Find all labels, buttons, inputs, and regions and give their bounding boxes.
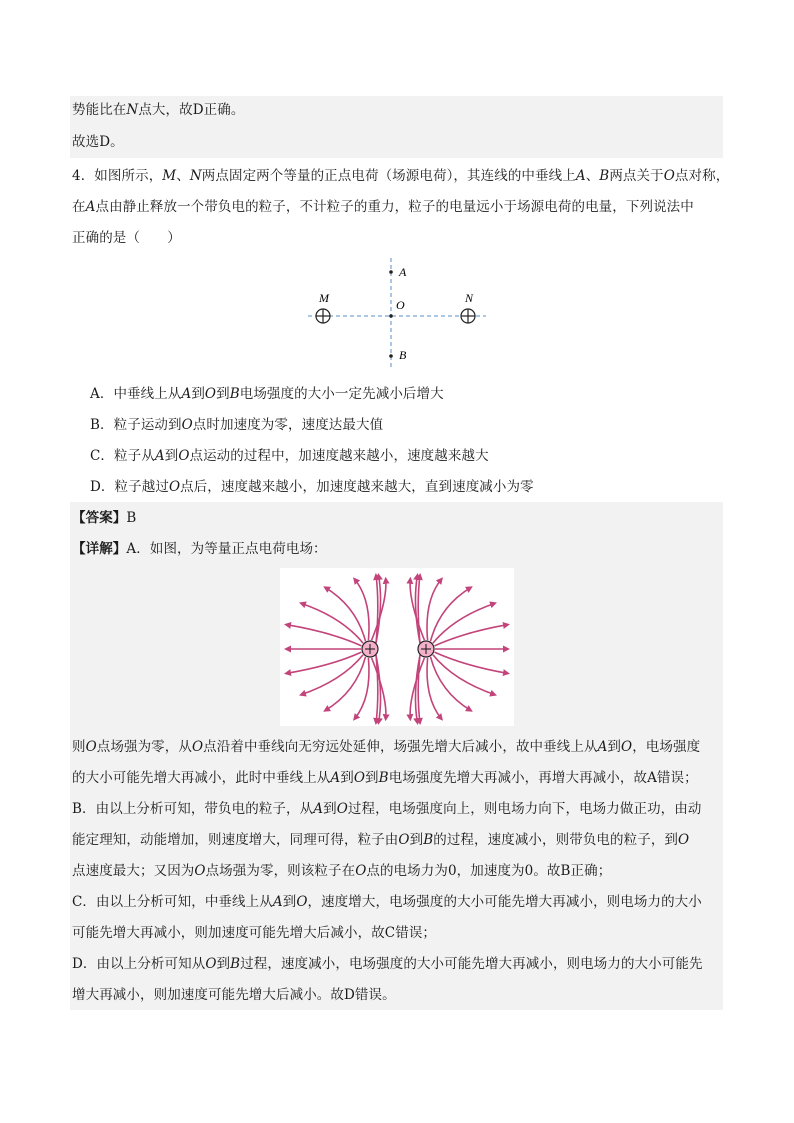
point-o <box>389 314 393 318</box>
answer-label: 【答案】 <box>72 510 127 526</box>
detail-label: 【详解】 <box>72 541 127 557</box>
option-d: D．粒子越过O点后，速度越来越小，加速度越来越大，直到速度减小为零 <box>90 479 534 495</box>
detail-intro-line: 【详解】A．如图，为等量正点电荷电场： <box>72 541 327 557</box>
point-b <box>389 354 393 358</box>
option-a: A．中垂线上从A到O到B电场强度的大小一定先减小后增大 <box>90 386 444 402</box>
detail-line-3: B．由以上分析可知，带负电的粒子，从A到O过程，电场强度向上，则电场力向下，电场力做正功，由动 <box>72 801 702 817</box>
label-o: O <box>396 298 405 312</box>
charge-diagram <box>300 258 500 373</box>
answer-line <box>72 508 136 528</box>
question-line-3: 正确的是（ ） <box>72 230 181 246</box>
prev-line-2: 故选D。 <box>72 134 124 150</box>
field-lines-figure <box>280 568 514 726</box>
label-m: M <box>319 291 329 305</box>
detail-line-6: C．由以上分析可知，中垂线上从A到O，速度增大，电场强度的大小可能先增大再减小，则电场力的大小 <box>72 894 702 910</box>
label-a: A <box>399 265 407 279</box>
point-a <box>389 270 393 274</box>
answer-value: B <box>126 510 137 526</box>
detail-line-5: 点速度最大；又因为O点场强为零，则该粒子在O点的电场力为0，加速度为0。故B正确； <box>72 863 612 879</box>
field-charge-left <box>362 641 378 657</box>
question-line-2: 在A点由静止释放一个带负电的粒子，不计粒子的重力，粒子的电量远小于场源电荷的电量，下列说法中 <box>72 199 694 215</box>
detail-line-9: 增大再减小，则加速度可能先增大后减小。故D错误。 <box>72 987 396 1003</box>
detail-line-4: 能定理知，动能增加，则速度增大，同理可得，粒子由O到B的过程，速度减小，则带负电的粒子，到O <box>72 832 690 848</box>
label-b: B <box>399 348 407 362</box>
detail-line-1: 则O点场强为零，从O点沿着中垂线向无穷远处延伸，场强先增大后减小，故中垂线上从A到O，电场强度 <box>72 739 701 755</box>
prev-line-1: 势能比在N点大，故D正确。 <box>72 102 245 118</box>
option-b: B．粒子运动到O点时加速度为零，速度达最大值 <box>90 417 384 433</box>
detail-line-2: 的大小可能先增大再减小，此时中垂线上从A到O到B电场强度先增大再减小，再增大再减小，故A错误； <box>72 770 698 786</box>
charge-m <box>316 309 330 323</box>
charge-n <box>461 309 475 323</box>
question-line-1: 4．如图所示，M、N两点固定两个等量的正点电荷（场源电荷），其连线的中垂线上A、B两点关于O点对称， <box>72 168 730 184</box>
field-charge-right <box>418 641 434 657</box>
detail-line-7: 可能先增大再减小，则加速度可能先增大后减小，故C错误； <box>72 925 437 941</box>
option-c: C．粒子从A到O点运动的过程中，加速度越来越小，速度越来越大 <box>90 448 489 464</box>
label-n: N <box>465 291 474 305</box>
detail-line-8: D．由以上分析可知从O到B过程，速度减小，电场强度的大小可能先增大再减小，则电场力的大小可能先 <box>72 956 703 972</box>
